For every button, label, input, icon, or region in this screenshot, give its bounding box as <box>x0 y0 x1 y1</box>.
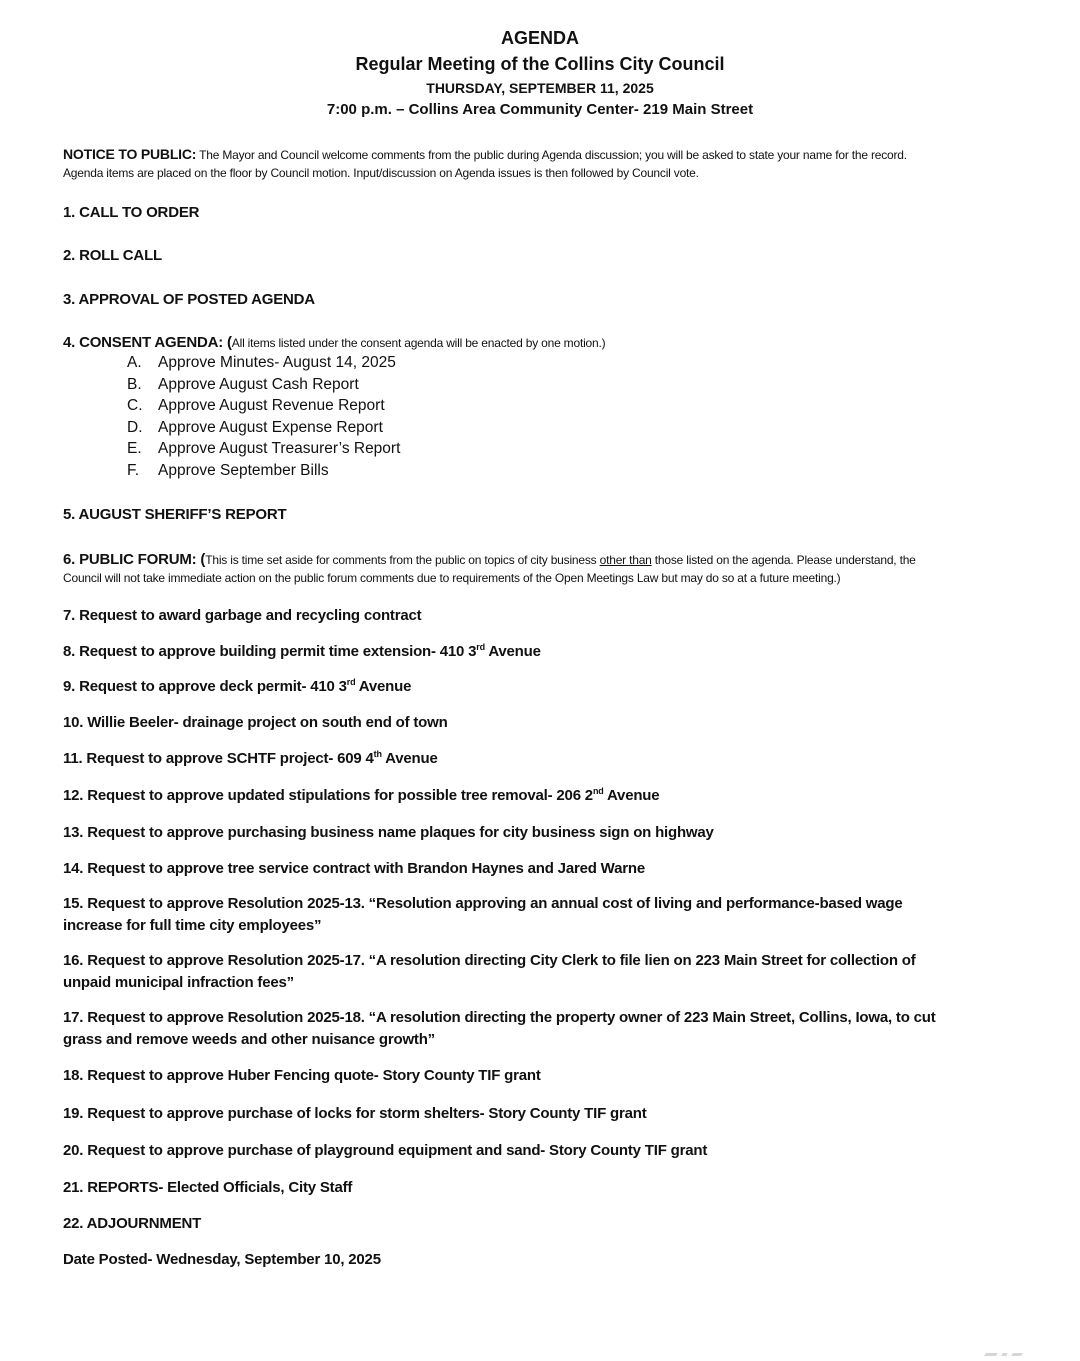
consent-item: E. Approve August Treasurer’s Report <box>127 440 401 457</box>
item-9: 9. Request to approve deck permit- 410 3rd Avenue <box>63 677 412 695</box>
meeting-time-location: 7:00 p.m. – Collins Area Community Center- 219 Main Street <box>326 101 754 118</box>
item-11: 11. Request to approve SCHTF project- 609 4th Avenue <box>63 749 438 767</box>
item-8: 8. Request to approve building permit time extension- 410 3rd Avenue <box>63 642 541 660</box>
item-14: 14. Request to approve tree service contract with Brandon Haynes and Jared Warne <box>63 860 645 877</box>
underlined-other-than: other than <box>599 553 652 567</box>
date-posted: Date Posted- Wednesday, September 10, 2025 <box>63 1251 381 1268</box>
item-call-to-order: 1. CALL TO ORDER <box>63 204 200 221</box>
page-indicator-mark <box>985 1343 1035 1349</box>
item-18: 18. Request to approve Huber Fencing quote- Story County TIF grant <box>63 1067 541 1084</box>
notice-to-public <box>63 145 1023 182</box>
item-17: 17. Request to approve Resolution 2025-18. “A resolution directing the property owner of 223 Main Street, Collins, Iowa, to cut grass and remove weeds and other nuisance growth” <box>63 1009 936 1048</box>
public-forum-lead: 6. PUBLIC FORUM: ( <box>63 551 206 568</box>
item-20: 20. Request to approve purchase of playground equipment and sand- Story County TIF grant <box>63 1142 708 1159</box>
consent-item: A. Approve Minutes- August 14, 2025 <box>127 354 396 371</box>
consent-lead: 4. CONSENT AGENDA: ( <box>63 334 232 351</box>
agenda-title: AGENDA <box>500 28 579 48</box>
item-roll-call: 2. ROLL CALL <box>63 247 162 264</box>
item-7: 7. Request to award garbage and recycling contract <box>63 607 422 624</box>
consent-item: D. Approve August Expense Report <box>127 419 383 436</box>
consent-item: F. Approve September Bills <box>127 462 329 479</box>
item-15: 15. Request to approve Resolution 2025-13. “Resolution approving an annual cost of living and performance-based wage increase for full time city employees” <box>63 895 903 934</box>
item-16: 16. Request to approve Resolution 2025-17. “A resolution directing City Clerk to file lien on 223 Main Street for collection of unpaid municipal infraction fees” <box>63 952 916 991</box>
consent-item: B. Approve August Cash Report <box>127 376 359 393</box>
item-19: 19. Request to approve purchase of locks for storm shelters- Story County TIF grant <box>63 1105 647 1122</box>
item-consent-agenda <box>63 334 1023 352</box>
item-12: 12. Request to approve updated stipulations for possible tree removal- 206 2nd Avenue <box>63 786 660 804</box>
notice-lead: NOTICE TO PUBLIC: <box>63 146 197 162</box>
notice-line2: Agenda items are placed on the floor by Council motion. Input/discussion on Agenda issues is then followed by Council vote. <box>63 166 699 180</box>
consent-note: All items listed under the consent agenda will be enacted by one motion.) <box>231 336 606 350</box>
item-21: 21. REPORTS- Elected Officials, City Staff <box>63 1179 353 1196</box>
item-public-forum: 6. PUBLIC FORUM: (This is time set aside for comments from the public on topics of city business other than those listed on the agenda. Please understand, the Council will not take immediate action on the public forum comments due to requirements of the Open Meetings Law but may do so at a future meeting.) <box>63 551 916 585</box>
meeting-subtitle: Regular Meeting of the Collins City Council <box>355 54 725 74</box>
item-13: 13. Request to approve purchasing business name plaques for city business sign on highway <box>63 824 714 841</box>
item-sheriff-report: 5. AUGUST SHERIFF’S REPORT <box>63 506 287 523</box>
item-22: 22. ADJOURNMENT <box>63 1215 202 1232</box>
item-approval-agenda: 3. APPROVAL OF POSTED AGENDA <box>63 291 315 308</box>
item-10: 10. Willie Beeler- drainage project on south end of town <box>63 714 448 731</box>
meeting-date: THURSDAY, SEPTEMBER 11, 2025 <box>426 80 654 96</box>
consent-item: C. Approve August Revenue Report <box>127 397 385 414</box>
notice-line1: The Mayor and Council welcome comments from the public during Agenda discussion; you will be asked to state your name for the record. <box>196 148 907 162</box>
